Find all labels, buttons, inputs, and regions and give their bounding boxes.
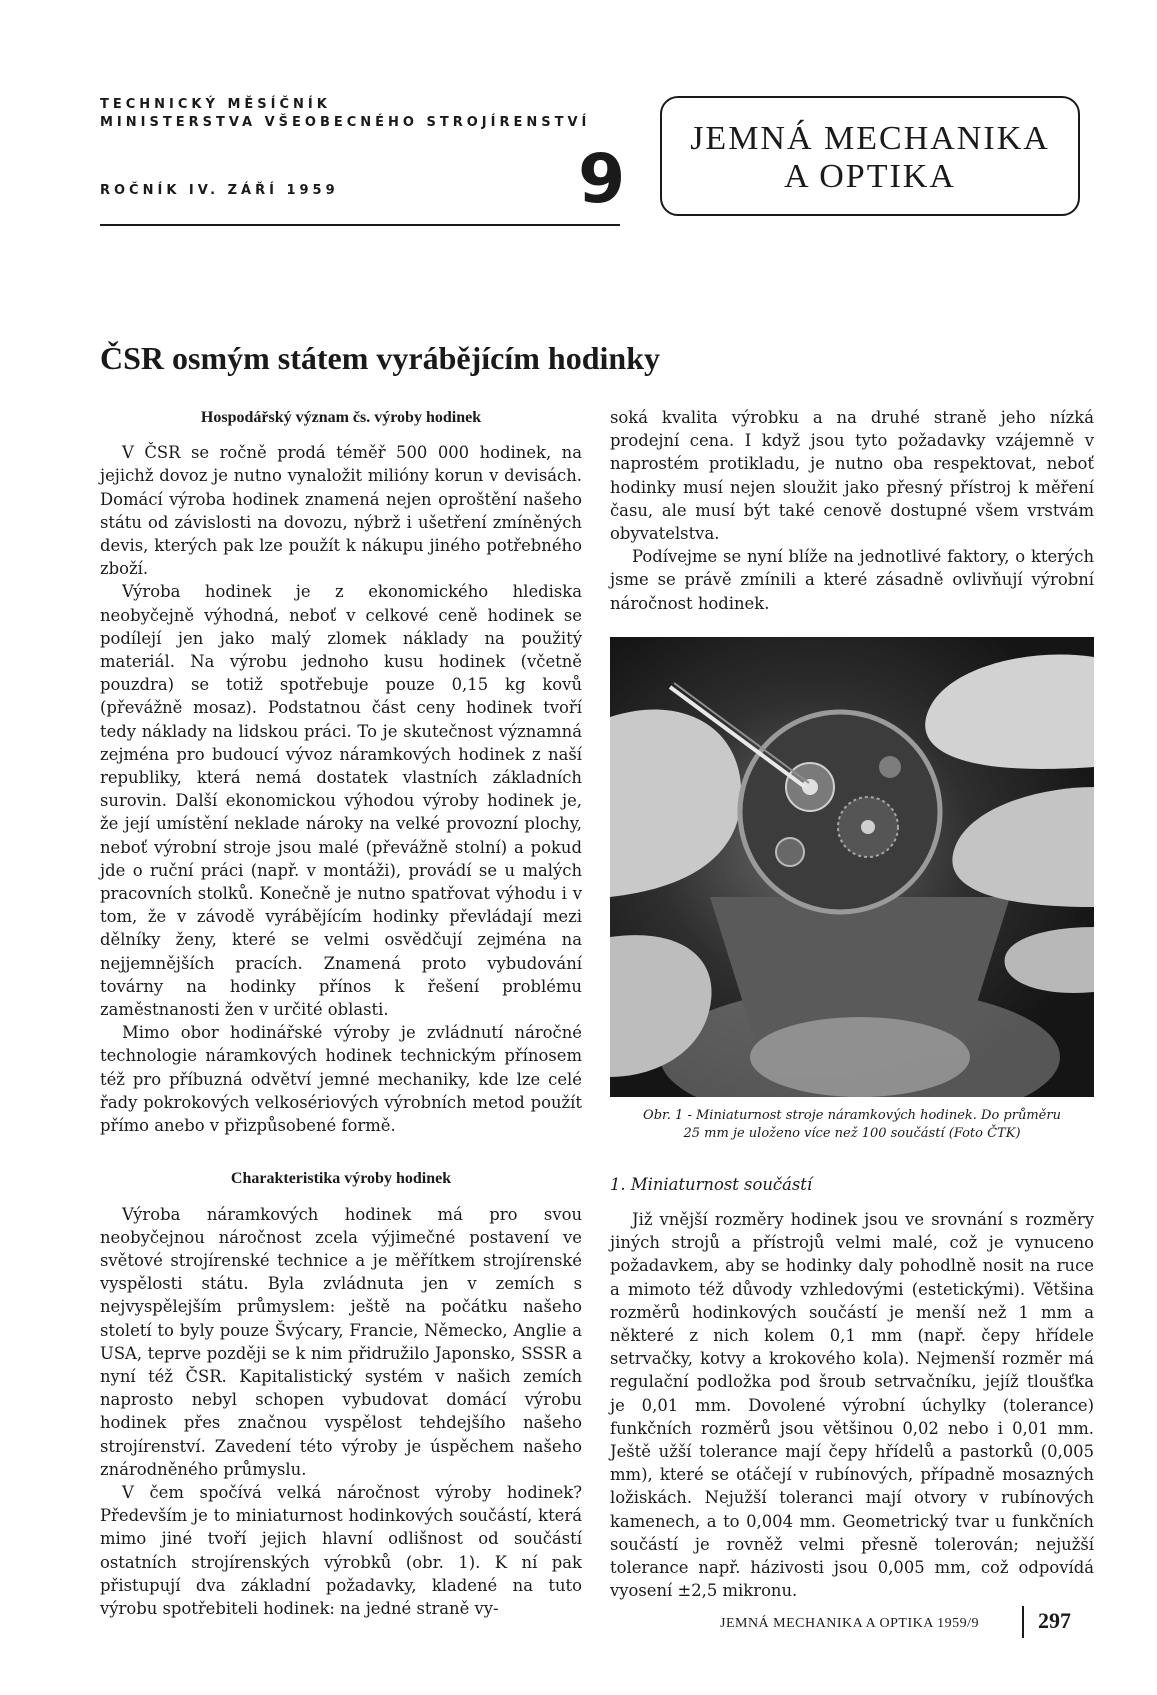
footer-journal-name: JEMNÁ MECHANIKA A OPTIKA 1959/9 xyxy=(720,1616,979,1631)
paragraph: Výroba hodinek je z ekonomického hlediska neobyčejně výhodná, neboť v celkové ceně hodinek se podílejí jen jako malý zlomek náklady na použitý materiál. Na výrobu jednoho kusu hodinek (včetně pouzdra) se totiž spotřebuje pouze 0,15 kg kovů (převážně mosaz). Podstatnou část ceny hodinek tvoří tedy náklady na lidskou práci. To je skutečnost významná zejména pro budoucí vývoz náramkových hodinek z naší republiky, která nemá dostatek vlastních základních surovin. Další ekonomickou výhodou výroby hodinek je, že její umístění neklade nároky na velké provozní plochy, neboť výrobní stroje jsou malé (převážně stolní) a pokud jde o ruční práci (např. v montáži), provádí se u malých pracovních stolků. Konečně je nutno spatřovat výhodu i v tom, že v závodě vyrábějícím hodinky převládají mezi dělníky ženy, které se velmi osvědčují zejména na nejjemnějších pracích. Znamená proto vybudování továrny na hodinky přínos k řešení problému zaměstnanosti žen v určité oblasti. xyxy=(100,582,582,1020)
photo-illustration xyxy=(610,637,1094,1097)
paragraph: Podívejme se nyní blíže na jednotlivé faktory, o kterých jsme se právě zmínili a které zásadně ovlivňují výrobní náročnost hodinek. xyxy=(610,547,1094,613)
masthead-line-2: MINISTERSTVA VŠEOBECNÉHO STROJÍRENSTVÍ xyxy=(100,115,591,130)
figure-caption-line-2: 25 mm je uloženo více než 100 součástí (Foto ČTK) xyxy=(683,1125,1021,1141)
watch-movement-photo xyxy=(610,637,1094,1097)
paragraph: soká kvalita výrobku a na druhé straně jeho nízká prodejní cena. I když jsou tyto požadavky vzájemně v naprostém protikladu, je nutno oba respektovat, neboť hodinky musí nejen sloužit jako přesný přístroj k měření času, ale musí být také cenově dostupné všem vrstvám obyvatelstva. xyxy=(610,408,1094,544)
masthead-issue-line: ROČNÍK IV. ZÁŘÍ 1959 xyxy=(100,183,339,198)
paragraph: V ČSR se ročně prodá téměř 500 000 hodinek, na jejichž dovoz je nutno vynaložit milióny korun v devisách. Domácí výroba hodinek znamená nejen oproštění našeho státu od závislosti na dovozu, nýbrž i ušetření zmíněných devis, kterých pak lze použít k nákupu jiného potřebného zboží. xyxy=(100,443,582,579)
paragraph: Mimo obor hodinářské výroby je zvládnutí náročné technologie náramkových hodinek technickým přínosem též pro příbuzná odvětví jemné mechaniky, kde lze celé řady pokrokových velkosériových výrobních metod použít přímo anebo v přizpůsobené formě. xyxy=(100,1023,582,1136)
masthead-divider xyxy=(100,224,620,226)
right-column xyxy=(610,406,1094,1602)
journal-title-line-2: A OPTIKA xyxy=(784,158,956,195)
masthead xyxy=(100,96,620,198)
section-heading-economic: Hospodářský význam čs. výroby hodinek xyxy=(200,409,482,426)
left-column xyxy=(100,406,582,1620)
journal-title-line-1: JEMNÁ MECHANIKA xyxy=(690,120,1050,157)
paragraph: V čem spočívá velká náročnost výroby hodinek? Především je to miniaturnost hodinkových součástí, která mimo jiné tvoří jejich hlavní odlišnost od součástí ostatních strojírenských výrobků (obr. 1). K ní pak přistupují dva základní požadavky, kladené na tuto výrobu spotřebiteli hodinek: na jedné straně vy- xyxy=(100,1482,582,1618)
section-heading-characteristics: Charakteristika výroby hodinek xyxy=(230,1170,452,1188)
subsection-heading: 1. Miniaturnost součástí xyxy=(610,1174,813,1194)
issue-number: 9 xyxy=(578,140,626,219)
paragraph: Výroba náramkových hodinek má pro svou neobyčejnou náročnost zcela výjimečné postavení ve světové strojírenské technice a je měřítkem strojírenské vyspělosti státu. Byla zvládnuta jen v zemích s nejvyspělejším průmyslem: ještě na počátku našeho století to byly pouze Švýcary, Francie, Německo, Anglie a USA, teprve později se k nim přidružilo Japonsko, SSSR a nyní též ČSR. Kapitalistický systém v našich zemích naprosto nebyl schopen vybudovat domácí výrobu hodinek přes značnou vyspělost tehdejšího našeho strojírenství. Zavedení této výroby je úspěchem našeho znárodněného průmyslu. xyxy=(100,1204,582,1479)
masthead-line-1: TECHNICKÝ MĚSÍČNÍK xyxy=(100,97,331,112)
page-number: 297 xyxy=(1038,1608,1071,1633)
footer-divider xyxy=(1022,1606,1024,1638)
figure-caption xyxy=(618,1107,1086,1143)
journal-title-box xyxy=(660,96,1080,216)
figure-caption-line-1: Obr. 1 - Miniaturnost stroje náramkových hodinek. Do průměru xyxy=(643,1107,1061,1123)
article-title: ČSR osmým státem vyrábějícím hodinky xyxy=(100,340,660,376)
paragraph: Již vnější rozměry hodinek jsou ve srovnání s rozměry jiných strojů a přístrojů velmi malé, což je vynuceno požadavkem, aby se hodinky daly pohodlně nosit na ruce a mimoto též důvody vzhledovými (estetickými). Většina rozměrů hodinkových součástí je menší než 1 mm a některé z nich kolem 0,1 mm (např. čepy hřídele setrvačky, kotvy a krokového kola). Nejmenší rozměr má regulační podložka pod šroub setrvačníku, jejíž tloušťka je 0,01 mm. Dovolené výrobní úchylky (tolerance) funkčních rozměrů jsou většinou 0,02 nebo i 0,01 mm. Ještě užší tolerance mají čepy hřídelů a pastorků (0,005 mm), které se otáčejí v rubínových, případně mosazných ložiskách. Nejužší toleranci mají otvory v rubínových kamenech, a to 0,004 mm. Geometrický tvar u funkčních součástí je rovněž velmi přesně tolerován; nejužší tolerance např. házivosti jsou 0,005 mm, což odpovídá vyosení ±2,5 mikronu. xyxy=(610,1210,1094,1601)
